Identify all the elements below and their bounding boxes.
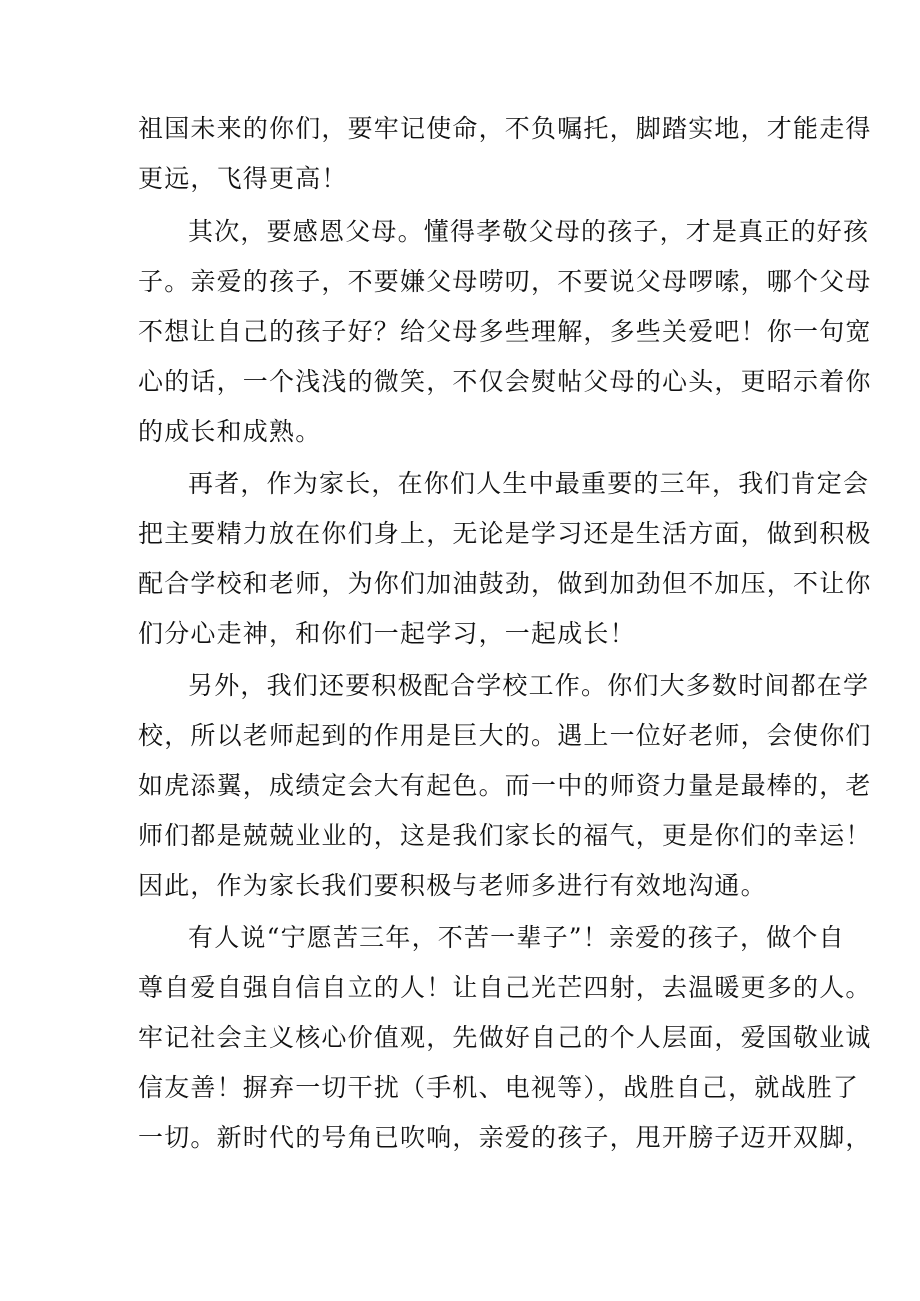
text-line: 牢记社会主义核心价值观，先做好自己的个人层面，爱国敬业诚	[138, 1023, 872, 1052]
paragraph-first-line: 其次，要感恩父母。懂得孝敬父母的孩子，才是真正的好孩	[188, 217, 870, 246]
text-line: 更远，飞得更高！	[138, 164, 348, 193]
text-line: 们分心走神，和你们一起学习，一起成长！	[138, 619, 636, 648]
text-line: 祖国未来的你们，要牢记使命，不负嘱托，脚踏实地，才能走得	[138, 114, 872, 143]
text-line: 校，所以老师起到的作用是巨大的。遇上一位好老师，会使你们	[138, 721, 872, 750]
text-line: 不想让自己的孩子好？给父母多些理解，多些关爱吧！你一句宽	[138, 317, 872, 346]
text-line: 心的话，一个浅浅的微笑，不仅会熨帖父母的心头，更昭示着你	[138, 367, 872, 396]
text-line: 信友善！摒弃一切干扰（手机、电视等），战胜自己，就战胜了	[138, 1073, 860, 1102]
text-line: 一切。新时代的号角已吹响，亲爱的孩子，甩开膀子迈开双脚，	[138, 1123, 872, 1152]
text-line: 尊自爱自强自信自立的人！让自己光芒四射，去温暖更多的人。	[138, 973, 872, 1002]
text-line: 如虎添翼，成绩定会大有起色。而一中的师资力量是最棒的，老	[138, 771, 872, 800]
text-line: 因此，作为家长我们要积极与老师多进行有效地沟通。	[138, 871, 767, 900]
text-line: 师们都是兢兢业业的，这是我们家长的福气，更是你们的幸运！	[138, 821, 872, 850]
paragraph-first-line: 再者，作为家长，在你们人生中最重要的三年，我们肯定会	[188, 469, 870, 498]
text-line: 配合学校和老师，为你们加油鼓劲，做到加劲但不加压，不让你	[138, 569, 872, 598]
paragraph-first-line: 有人说“宁愿苦三年，不苦一辈子”！亲爱的孩子，做个自	[188, 923, 845, 952]
text-line: 把主要精力放在你们身上，无论是学习还是生活方面，做到积极	[138, 519, 872, 548]
paragraph-first-line: 另外，我们还要积极配合学校工作。你们大多数时间都在学	[188, 671, 870, 700]
text-line: 的成长和成熟。	[138, 417, 322, 446]
text-line: 子。亲爱的孩子，不要嫌父母唠叨，不要说父母啰嗦，哪个父母	[138, 267, 872, 296]
